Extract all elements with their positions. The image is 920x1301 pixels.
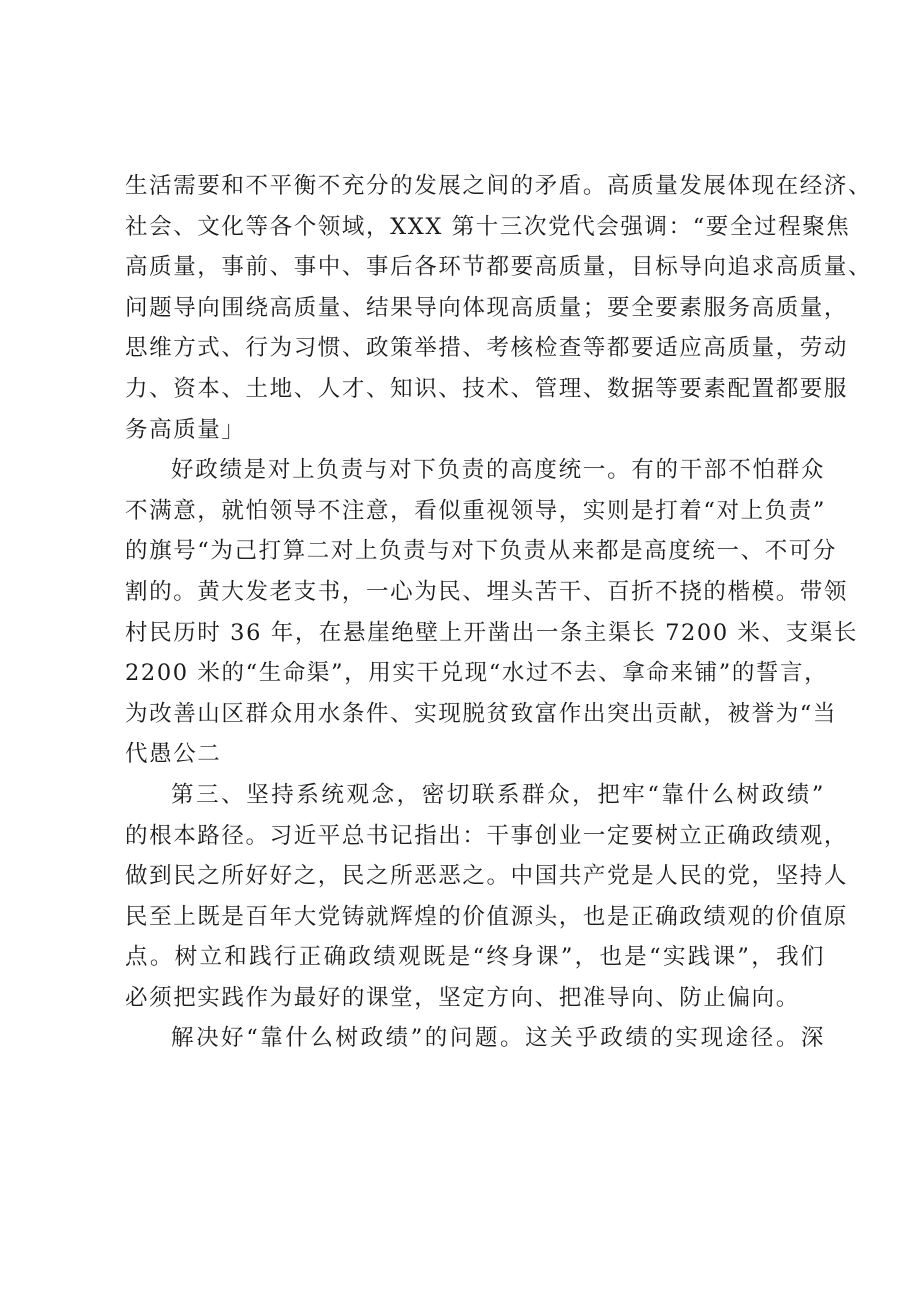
text-line: 力、资本、土地、人才、知识、技术、管理、数据等要素配置都要服: [125, 375, 849, 402]
text-line: 的旗号“为己打算二对上负责与对下负责从来都是高度统一、不可分: [125, 538, 838, 565]
text-line: 村民历时 36 年，在悬崖绝壁上开凿出一条主渠长 7200 米、支渠长: [125, 619, 859, 646]
text-line: 做到民之所好好之，民之所恶恶之。中国共产党是人民的党，坚持人: [125, 863, 849, 890]
text-line: 思维方式、行为习惯、政策举措、考核检查等都要适应高质量，劳动: [125, 335, 849, 362]
paragraph-first-line: 好政绩是对上负责与对下负责的高度统一。有的干部不怕群众: [171, 457, 825, 484]
text-line: 代愚公二: [125, 741, 222, 768]
text-line: 生活需要和不平衡不充分的发展之间的矛盾。高质量发展体现在经济、: [125, 173, 873, 199]
text-line: 民至上既是百年大党铸就辉煌的价值源头，也是正确政绩观的价值原: [125, 903, 849, 930]
document-body: [125, 166, 873, 1059]
text-line: 问题导向围绕高质量、结果导向体现高质量；要全要素服务高质量，: [125, 294, 849, 321]
text-line: 不满意，就怕领导不注意，看似重视领导，实则是打着“对上负责”: [125, 497, 827, 524]
text-line: 的根本路径。习近平总书记指出：干事创业一定要树立正确政绩观，: [125, 822, 849, 849]
text-line: 点。树立和践行正确政绩观既是“终身课”，也是“实践课”，我们: [125, 944, 825, 971]
text-line: 割的。黄大发老支书，一心为民、埋头苦干、百折不挠的楷模。带领: [125, 578, 849, 605]
text-line: 必须把实践作为最好的课堂，坚定方向、把准导向、防止偏向。: [125, 984, 800, 1011]
text-line: 2200 米的“生命渠”，用实干兑现“水过不去、拿命来铺”的誓言，: [125, 660, 829, 687]
text-line: 高质量，事前、事中、事后各环节都要高质量，目标导向追求高质量、: [125, 254, 873, 281]
text-line: 社会、文化等各个领域，XXX 第十三次党代会强调：“要全过程聚焦: [125, 213, 851, 240]
paragraph-first-line: 解决好“靠什么树政绩”的问题。这关乎政绩的实现途径。深: [171, 1025, 825, 1052]
text-line: 务高质量」: [125, 416, 246, 443]
paragraph-first-line: 第三、坚持系统观念，密切联系群众，把牢“靠什么树政绩”: [171, 781, 825, 808]
text-line: 为改善山区群众用水条件、实现脱贫致富作出突出贡献，被誉为“当: [125, 700, 838, 727]
